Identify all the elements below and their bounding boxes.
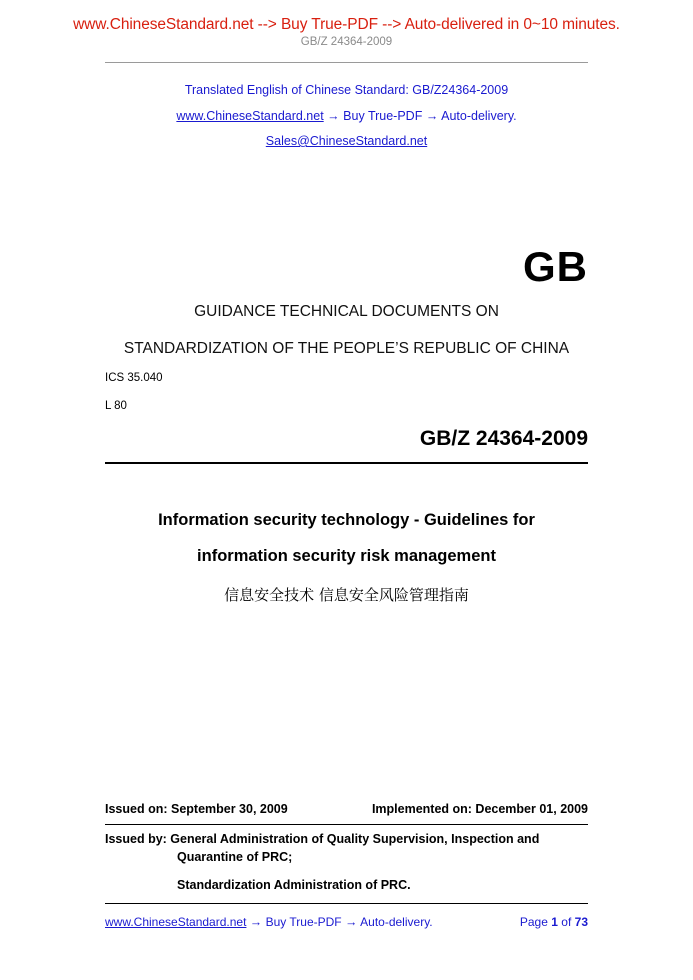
standard-number: GB/Z 24364-2009: [419, 427, 588, 450]
guidance-heading-line2: STANDARDIZATION OF THE PEOPLE’S REPUBLIC OF CHINA: [123, 340, 570, 357]
issued-by-line2: Quarantine of PRC;: [177, 850, 293, 865]
sales-email-line: [0, 134, 693, 148]
page-footer: [105, 915, 588, 929]
of-label: of: [561, 915, 572, 929]
arrow-icon-1: →: [327, 109, 340, 123]
page-indicator: [520, 915, 588, 929]
page-label: Page: [519, 915, 548, 929]
purchase-line: [0, 109, 693, 123]
footer-arrow-icon-1: →: [249, 915, 263, 929]
issue-divider: [105, 824, 588, 825]
issued-by-line1: Issued by: General Administration of Quality Supervision, Inspection and: [105, 832, 540, 846]
standard-number-divider: [105, 462, 588, 464]
sales-email-link[interactable]: Sales@ChineseStandard.net: [265, 134, 428, 148]
translated-standard-text: Translated English of Chinese Standard: GB/Z24364-2009: [184, 83, 509, 97]
footer-site-link[interactable]: www.ChineseStandard.net: [105, 915, 247, 929]
footer-delivery-text: Auto-delivery.: [360, 915, 433, 929]
issued-by-block: [105, 830, 588, 894]
gb-mark: GB: [523, 243, 588, 290]
auto-delivery-text: Auto-delivery.: [441, 109, 517, 123]
guidance-heading-line1: GUIDANCE TECHNICAL DOCUMENTS ON: [194, 303, 499, 320]
ics-code: ICS 35.040: [105, 372, 163, 384]
issued-by-line3: Standardization Administration of PRC.: [177, 878, 411, 893]
header-divider: [105, 62, 588, 63]
promo-banner: www.ChineseStandard.net --> Buy True-PDF --> Auto-delivered in 0~10 minutes.: [73, 16, 620, 33]
arrow-icon-2: →: [425, 109, 439, 123]
issued-on-text: Issued on: September 30, 2009: [105, 802, 288, 816]
classification-code: L 80: [105, 400, 127, 412]
title-english-line2: information security risk management: [197, 547, 496, 565]
title-english-line1: Information security technology - Guidelines for: [158, 511, 535, 529]
page-total: 73: [574, 915, 588, 929]
buy-true-pdf-text: Buy True-PDF: [343, 109, 423, 123]
footer-divider: [105, 903, 588, 904]
implemented-on-text: Implemented on: December 01, 2009: [371, 802, 588, 816]
title-chinese: 信息安全技术 信息安全风险管理指南: [224, 586, 469, 604]
footer-arrow-icon-2: →: [344, 915, 358, 929]
page-number: 1: [551, 915, 558, 929]
footer-links: [105, 915, 433, 929]
issue-dates-row: [105, 802, 588, 816]
header-doc-code: GB/Z 24364-2009: [300, 36, 393, 48]
translated-standard-line: [0, 83, 693, 97]
footer-buy-text: Buy True-PDF: [265, 915, 342, 929]
site-link[interactable]: www.ChineseStandard.net: [176, 109, 324, 123]
